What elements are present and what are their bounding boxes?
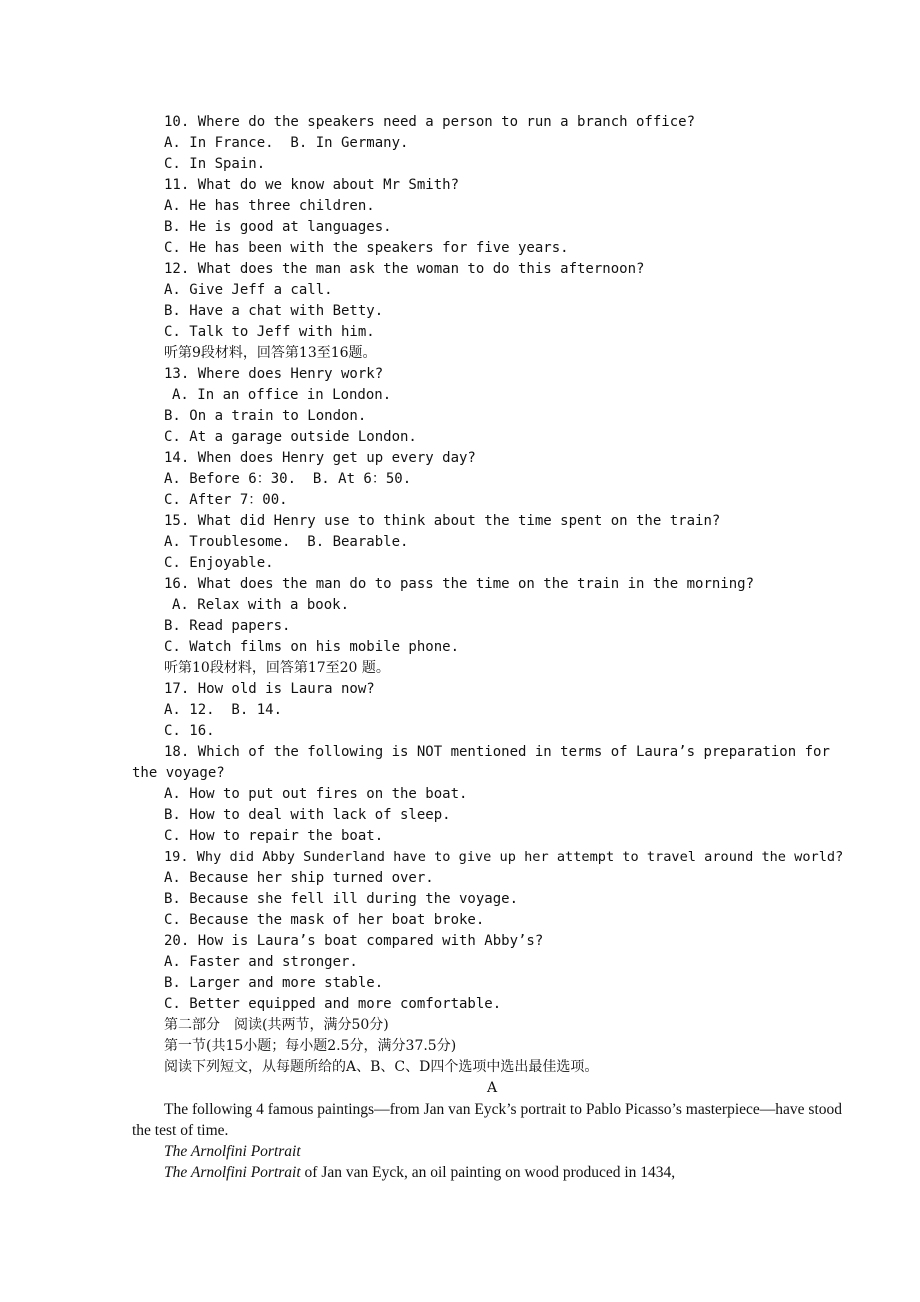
- question-11: 11. What do we know about Mr Smith?: [164, 177, 460, 193]
- option-20-a: A. Faster and stronger.: [164, 954, 358, 970]
- option-20-b: B. Larger and more stable.: [164, 975, 384, 991]
- option-13-c: C. At a garage outside London.: [164, 429, 417, 445]
- option-18-c: C. How to repair the boat.: [164, 828, 384, 844]
- option-17-ab: A. 12. B. 14.: [164, 702, 283, 718]
- painting-paragraph: [132, 1162, 852, 1183]
- question-17: 17. How old is Laura now?: [164, 681, 375, 697]
- question-19: 19. Why did Abby Sunderland have to give up her attempt to travel around the world?: [164, 849, 844, 865]
- option-14-ab: A. Before 6：30. B. At 6：50.: [164, 471, 412, 487]
- reading-instruction: 阅读下列短文，从每题所给的A、B、C、D四个选项中选出最佳选项。: [164, 1059, 599, 1075]
- option-14-c: C. After 7：00.: [164, 492, 288, 508]
- option-19-c: C. Because the mask of her boat broke.: [164, 912, 485, 928]
- painting-heading: The Arnolfini Portrait: [164, 1143, 301, 1160]
- option-11-a: A. He has three children.: [164, 198, 375, 214]
- question-16: 16. What does the man do to pass the time on the train in the morning?: [164, 576, 755, 592]
- option-12-b: B. Have a chat with Betty.: [164, 303, 384, 319]
- question-20: 20. How is Laura’s boat compared with Abby’s?: [164, 933, 544, 949]
- section-one-heading: 第一节(共15小题；每小题2.5分，满分37.5分): [164, 1038, 457, 1054]
- option-20-c: C. Better equipped and more comfortable.: [164, 996, 502, 1012]
- question-14: 14. When does Henry get up every day?: [164, 450, 476, 466]
- option-15-ab: A. Troublesome. B. Bearable.: [164, 534, 409, 550]
- option-17-c: C. 16.: [164, 723, 215, 739]
- option-19-b: B. Because she fell ill during the voyage.: [164, 891, 519, 907]
- question-12: 12. What does the man ask the woman to do this afternoon?: [164, 261, 645, 277]
- option-10-ab: A. In France. B. In Germany.: [164, 135, 409, 151]
- painting-title-inline: The Arnolfini Portrait: [164, 1164, 301, 1181]
- segment-9-instruction: 听第9段材料，回答第13至16题。: [164, 345, 377, 361]
- option-13-b: B. On a train to London.: [164, 408, 367, 424]
- question-13: 13. Where does Henry work?: [164, 366, 384, 382]
- option-16-a: A. Relax with a book.: [172, 597, 350, 613]
- question-10: 10. Where do the speakers need a person to run a branch office?: [164, 114, 696, 130]
- painting-paragraph-text: of Jan van Eyck, an oil painting on wood produced in 1434,: [300, 1164, 676, 1181]
- option-18-b: B. How to deal with lack of sleep.: [164, 807, 451, 823]
- option-16-b: B. Read papers.: [164, 618, 291, 634]
- option-16-c: C. Watch films on his mobile phone.: [164, 639, 460, 655]
- option-11-c: C. He has been with the speakers for five years.: [164, 240, 569, 256]
- option-12-c: C. Talk to Jeff with him.: [164, 324, 375, 340]
- passage-intro: The following 4 famous paintings—from Jan van Eyck’s portrait to Pablo Picasso’s masterpiece—have stood the test of time.: [132, 1101, 842, 1139]
- option-13-a: A. In an office in London.: [172, 387, 392, 403]
- option-12-a: A. Give Jeff a call.: [164, 282, 333, 298]
- option-11-b: B. He is good at languages.: [164, 219, 392, 235]
- part-two-heading: 第二部分 阅读(共两节，满分50分): [164, 1017, 389, 1033]
- question-15: 15. What did Henry use to think about the time spent on the train?: [164, 513, 721, 529]
- passage-label: A: [486, 1080, 498, 1096]
- option-15-c: C. Enjoyable.: [164, 555, 274, 571]
- segment-10-instruction: 听第10段材料，回答第17至20 题。: [164, 660, 390, 676]
- exam-content: [132, 112, 852, 1183]
- option-18-a: A. How to put out fires on the boat.: [164, 786, 468, 802]
- question-18: 18. Which of the following is NOT mentioned in terms of Laura’s preparation for the voyage?: [132, 744, 830, 781]
- option-10-c: C. In Spain.: [164, 156, 266, 172]
- option-19-a: A. Because her ship turned over.: [164, 870, 434, 886]
